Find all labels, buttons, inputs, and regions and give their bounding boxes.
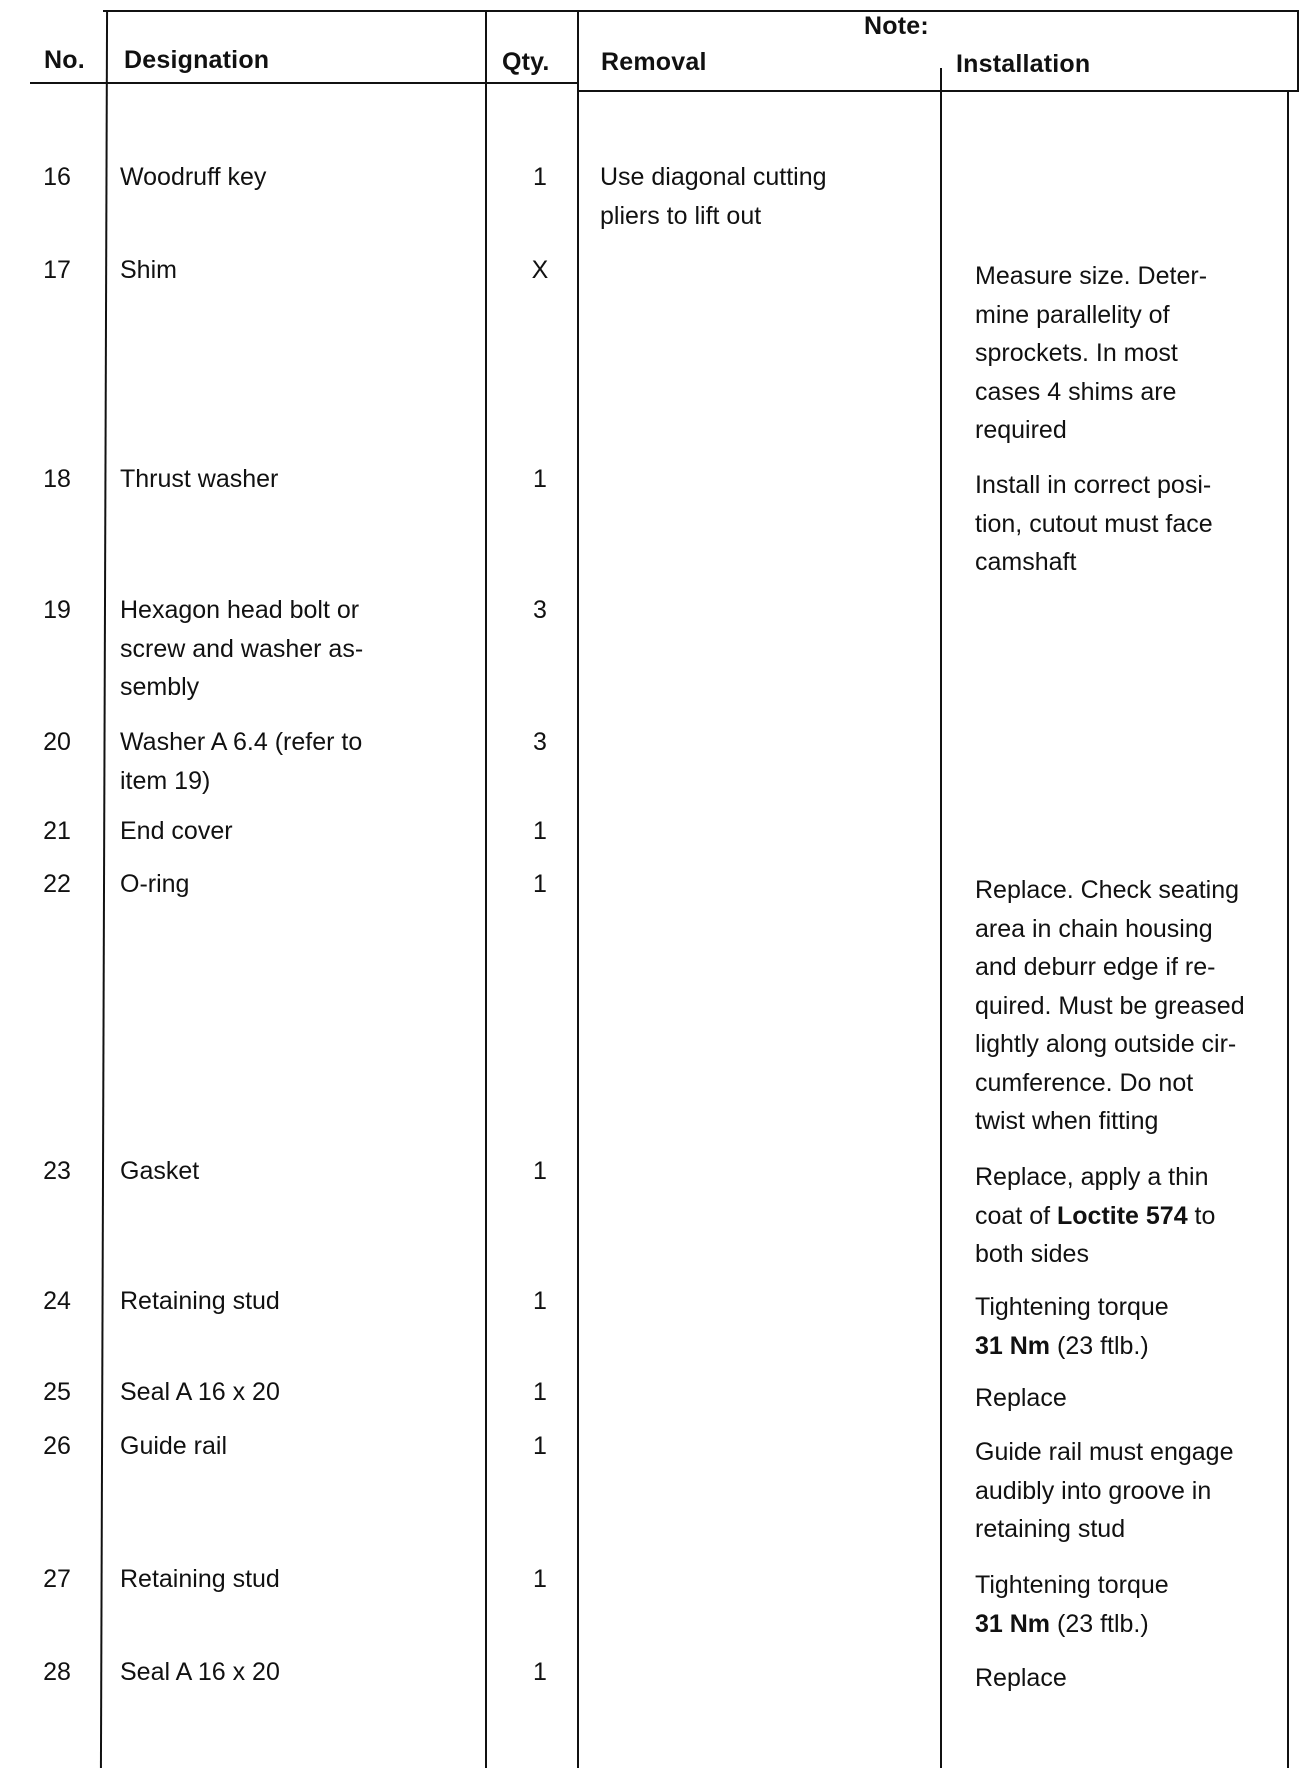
installation-note-line: camshaft	[975, 548, 1077, 576]
row-number: 18	[43, 465, 71, 493]
row-number: 28	[43, 1658, 71, 1686]
installation-note-line: retaining stud	[975, 1515, 1126, 1543]
removal-note-line: Use diagonal cutting	[600, 163, 827, 191]
installation-note-line: tion, cutout must face	[975, 509, 1213, 538]
designation-line: Shim	[120, 256, 177, 284]
designation-line: Seal A 16 x 20	[120, 1378, 280, 1406]
header-rule-right	[577, 90, 1298, 92]
quantity: 1	[533, 1565, 547, 1593]
designation-line: Guide rail	[120, 1432, 227, 1460]
installation-note-line: required	[975, 416, 1067, 444]
row-number: 23	[43, 1157, 71, 1185]
header-note: Note:	[864, 12, 929, 40]
installation-note-line: both sides	[975, 1240, 1089, 1268]
installation-note-line: audibly into groove in	[975, 1476, 1212, 1505]
installation-note-line: 31 Nm (23 ftlb.)	[975, 1609, 1149, 1638]
quantity: 1	[533, 1157, 547, 1185]
installation-note-line: Replace	[975, 1664, 1067, 1692]
row-number: 27	[43, 1565, 71, 1593]
divider-removal	[940, 68, 942, 1768]
designation-line: sembly	[120, 673, 200, 701]
quantity: 3	[533, 596, 547, 624]
installation-note-line: cases 4 shims are	[975, 377, 1177, 406]
quantity: 1	[533, 465, 547, 493]
installation-note-line: sprockets. In most	[975, 339, 1178, 367]
designation-line: Seal A 16 x 20	[120, 1658, 280, 1686]
header-removal: Removal	[601, 48, 707, 76]
installation-note-line: Guide rail must engage	[975, 1438, 1234, 1466]
divider-right	[1287, 92, 1289, 1768]
installation-note-line: Replace	[975, 1384, 1067, 1412]
right-border	[1297, 10, 1299, 92]
row-number: 20	[43, 728, 71, 756]
quantity: X	[531, 256, 549, 284]
emphasis-value: Loctite 574	[1057, 1201, 1188, 1230]
designation-line: Retaining stud	[120, 1287, 280, 1315]
row-number: 22	[43, 870, 71, 898]
quantity: 1	[533, 163, 547, 191]
divider-no	[100, 10, 108, 1768]
quantity: 3	[533, 728, 547, 756]
installation-note-line: Install in correct posi-	[975, 471, 1212, 499]
designation-line: O-ring	[120, 870, 190, 898]
designation-line: screw and washer as-	[120, 634, 364, 663]
row-number: 16	[43, 163, 71, 191]
installation-note-line: coat of Loctite 574 to	[975, 1201, 1216, 1230]
row-number: 26	[43, 1432, 71, 1460]
header-rule-left	[30, 82, 577, 84]
designation-line: Gasket	[120, 1157, 200, 1185]
quantity: 1	[533, 817, 547, 845]
installation-note-line: Replace. Check seating	[975, 876, 1240, 904]
header-no: No.	[44, 46, 85, 74]
designation-line: Woodruff key	[120, 163, 267, 191]
top-rule	[103, 10, 1298, 12]
header-qty: Qty.	[502, 48, 550, 76]
removal-note-line: pliers to lift out	[600, 201, 762, 230]
installation-note-line: and deburr edge if re-	[975, 953, 1216, 981]
installation-note-line: mine parallelity of	[975, 300, 1170, 329]
row-number: 25	[43, 1378, 71, 1406]
designation-line: Hexagon head bolt or	[120, 596, 360, 624]
installation-note-line: Replace, apply a thin	[975, 1163, 1209, 1191]
installation-note-line: Measure size. Deter-	[975, 262, 1208, 290]
divider-designation	[485, 10, 487, 1768]
quantity: 1	[533, 1287, 547, 1315]
designation-line: End cover	[120, 817, 233, 845]
emphasis-value: 31 Nm	[975, 1331, 1051, 1360]
quantity: 1	[533, 870, 547, 898]
installation-note-line: twist when fitting	[975, 1107, 1159, 1135]
installation-note-line: 31 Nm (23 ftlb.)	[975, 1331, 1149, 1360]
header-installation: Installation	[956, 50, 1091, 78]
installation-note-line: area in chain housing	[975, 914, 1213, 943]
header-designation: Designation	[124, 46, 270, 74]
installation-note-line: quired. Must be greased	[975, 991, 1245, 1020]
designation-line: Washer A 6.4 (refer to	[120, 728, 363, 756]
quantity: 1	[533, 1658, 547, 1686]
installation-note-line: Tightening torque	[975, 1571, 1169, 1599]
quantity: 1	[533, 1432, 547, 1460]
designation-line: Thrust washer	[120, 465, 279, 493]
row-number: 17	[43, 256, 71, 284]
row-number: 21	[43, 817, 71, 845]
row-number: 19	[43, 596, 71, 624]
installation-note-line: Tightening torque	[975, 1293, 1169, 1321]
quantity: 1	[533, 1378, 547, 1406]
emphasis-value: 31 Nm	[975, 1609, 1051, 1638]
designation-line: Retaining stud	[120, 1565, 280, 1593]
installation-note-line: cumference. Do not	[975, 1068, 1194, 1097]
installation-note-line: lightly along outside cir-	[975, 1030, 1237, 1058]
designation-line: item 19)	[120, 766, 211, 795]
row-number: 24	[43, 1287, 71, 1315]
